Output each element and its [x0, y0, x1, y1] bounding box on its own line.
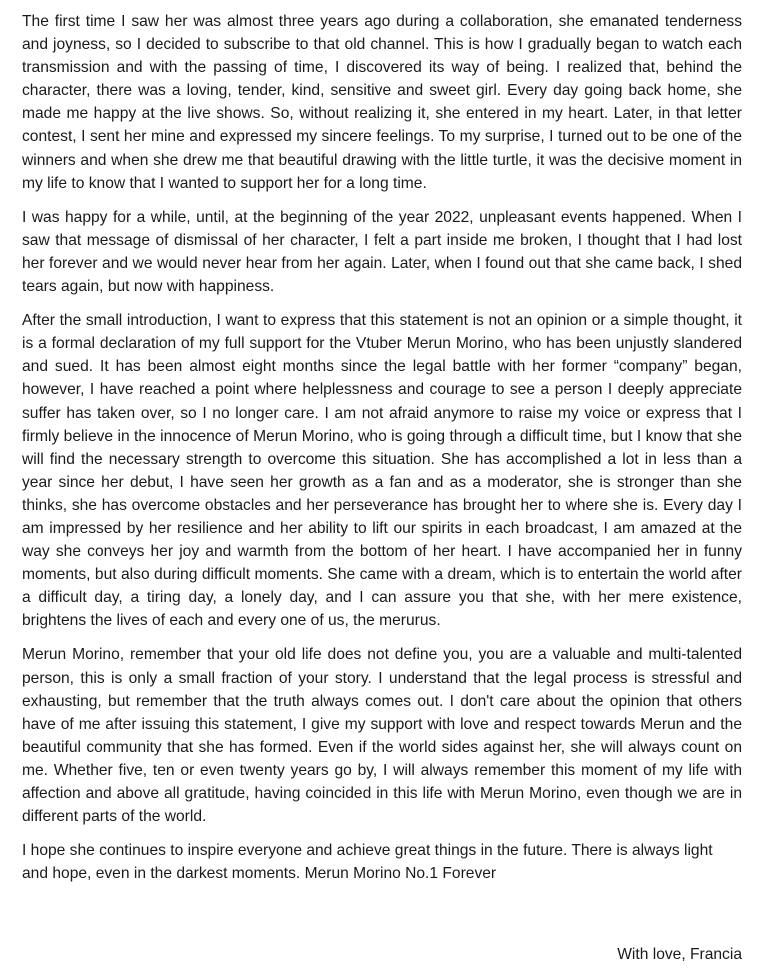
signature: With love, Francia: [617, 946, 742, 963]
letter-body: [22, 10, 742, 896]
paragraph-closing-wish: I hope she continues to inspire everyone and achieve great things in the future. There is always light and hope, even in the darkest moments. Merun Morino No.1 Forever: [22, 842, 713, 883]
paragraph-first-encounter: The first time I saw her was almost three years ago during a collaboration, she emanated tenderness and joyness, so I decided to subscribe to that old channel. This is how I gradually began to watch each transmission and with the passing of time, I discovered its way of being. I realized that, behind the character, there was a loving, tender, kind, sensitive and sweet girl. Every day going back home, she made me happy at the live shows. So, without realizing it, she entered in my heart. Later, in that letter contest, I sent her mine and expressed my sincere feelings. To my surprise, I turned out to be one of the winners and when she drew me that beautiful drawing with the little turtle, it was the decisive moment in my life to know that I wanted to support her for a long time.: [22, 13, 742, 192]
paragraph-2022-events: I was happy for a while, until, at the beginning of the year 2022, unpleasant events happened. When I saw that message of dismissal of her character, I felt a part inside me broken, I thought that I had lost her forever and we would never hear from her again. Later, when I found out that she came back, I shed tears again, but now with happiness.: [22, 208, 742, 296]
paragraph-message-to-merun: Merun Morino, remember that your old life does not define you, you are a valuable and multi-talented person, this is only a small fraction of your story. I understand that the legal process is stressful and exhausting, but remember that the truth always comes out. I don't care about the opinion that others have of me after issuing this statement, I give my support with love and respect towards Merun and the beautiful community that she has formed. Even if the world sides against her, she will always count on me. Whether five, ten or even twenty years go by, I will always remember this moment of my life with affection and above all gratitude, having coincided in this life with Merun Morino, even though we are in different parts of the world.: [22, 646, 742, 826]
paragraph-declaration-of-support: After the small introduction, I want to express that this statement is not an opinion or a simple thought, it is a formal declaration of my full support for the Vtuber Merun Morino, who has been unjustly slandered and sued. It has been almost eight months since the legal battle with her former “company” began, however, I have reached a point where helplessness and courage to see a person I deeply appreciate suffer has taken over, so I no longer care. I am not afraid anymore to raise my voice or express that I firmly believe in the innocence of Merun Morino, who is going through a difficult time, but I know that she will find the necessary strength to overcome this situation. She has accomplished a lot in less than a year since her debut, I have seen her growth as a fan and as a moderator, she is stronger than she thinks, she has overcome obstacles and her perseverance has brought her to where she is. Every day I am impressed by her resilience and her ability to lift our spirits in each broadcast, I am amazed at the way she conveys her joy and warmth from the bottom of her heart. I have accompanied her in funny moments, but also during difficult moments. She came with a dream, which is to entertain the world after a difficult day, a tiring day, a lonely day, and I can assure you that she, with her mere existence, brightens the lives of each and every one of us, the merurus.: [22, 312, 742, 630]
